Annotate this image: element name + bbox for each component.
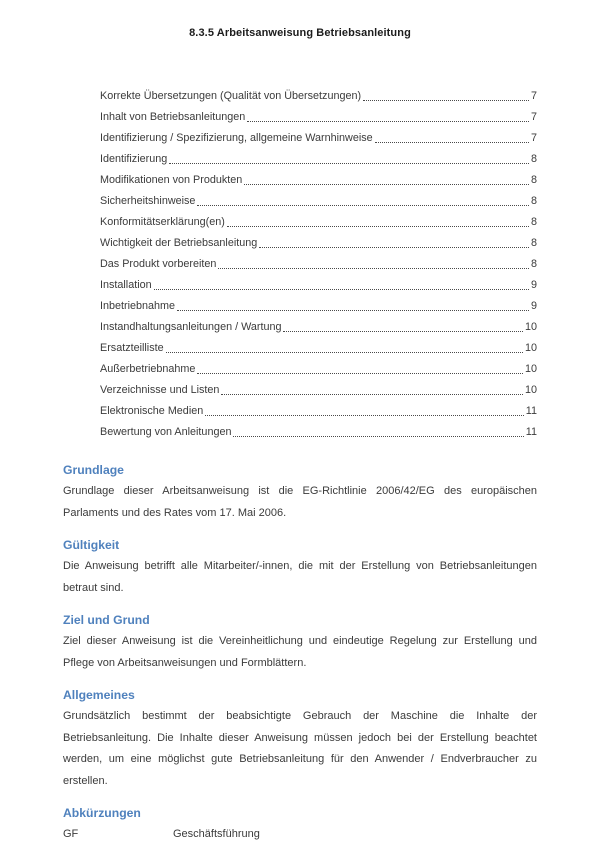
toc-entry-page: 7 <box>530 132 537 144</box>
toc-entry-page: 8 <box>530 258 537 270</box>
toc-entry[interactable] <box>100 149 537 170</box>
toc-entry[interactable] <box>100 338 537 359</box>
section-heading: Allgemeines <box>63 688 135 702</box>
toc-entry[interactable] <box>100 359 537 380</box>
toc-entry-page: 10 <box>524 321 537 333</box>
page-title: 8.3.5 Arbeitsanweisung Betriebsanleitung <box>189 27 411 39</box>
toc-entry-page: 10 <box>524 384 537 396</box>
toc-entry-page: 8 <box>530 153 537 165</box>
toc-entry[interactable] <box>100 191 537 212</box>
section-abkuerzungen <box>63 806 537 846</box>
toc-entry-label: Installation <box>100 279 152 291</box>
section-ziel-und-grund <box>63 613 537 674</box>
toc-entry-label: Außerbetriebnahme <box>100 363 196 375</box>
toc-entry-label: Konformitätserklärung(en) <box>100 216 225 228</box>
toc-entry-label: Ersatzteilliste <box>100 342 164 354</box>
toc-entry[interactable] <box>100 107 537 128</box>
toc-leader-dots <box>177 296 529 317</box>
section-heading: Grundlage <box>63 463 124 477</box>
document-body <box>63 463 537 846</box>
section-heading: Gültigkeit <box>63 538 120 552</box>
toc-entry-label: Instandhaltungsanleitungen / Wartung <box>100 321 282 333</box>
section-heading: Ziel und Grund <box>63 613 150 627</box>
toc-entry-label: Identifizierung / Spezifizierung, allgemeine Warnhinweise <box>100 132 373 144</box>
toc-entry-page: 7 <box>530 111 537 123</box>
toc-entry-page: 10 <box>524 342 537 354</box>
toc-entry-page: 9 <box>530 300 537 312</box>
section-allgemeines <box>63 688 537 792</box>
abbreviation-term: GF <box>63 828 79 840</box>
toc-entry[interactable] <box>100 86 537 107</box>
toc-leader-dots <box>244 170 529 191</box>
toc-entry-page: 8 <box>530 195 537 207</box>
toc-leader-dots <box>363 86 529 107</box>
section-paragraph: Die Anweisung betrifft alle Mitarbeiter/-innen, die mit der Erstellung von Betriebsanleitungen betraut sind. <box>63 560 537 594</box>
section-paragraph: Grundlage dieser Arbeitsanweisung ist die EG-Richtlinie 2006/42/EG des europäischen Parlaments und des Rates vom 17. Mai 2006. <box>63 485 537 519</box>
toc-entry-label: Das Produkt vorbereiten <box>100 258 217 270</box>
toc-entry-page: 10 <box>524 363 537 375</box>
toc-leader-dots <box>205 401 524 422</box>
toc-entry-page: 8 <box>530 174 537 186</box>
toc-entry[interactable] <box>100 254 537 275</box>
toc-entry-page: 9 <box>530 279 537 291</box>
section-paragraph: Grundsätzlich bestimmt der beabsichtigte Gebrauch der Maschine die Inhalte der Betriebsanleitung. Die Inhalte dieser Anweisung müssen jedoch bei der Erstellung beachtet werden, um eine möglichst gute Betriebsanleitung für den Anwender / Endverbraucher zu erstellen. <box>63 710 537 787</box>
toc-entry[interactable] <box>100 317 537 338</box>
toc-entry[interactable] <box>100 128 537 149</box>
section-grundlage <box>63 463 537 524</box>
toc-entry-label: Elektronische Medien <box>100 405 204 417</box>
toc-entry[interactable] <box>100 422 537 443</box>
toc-entry-label: Inhalt von Betriebsanleitungen <box>100 111 246 123</box>
toc-entry-label: Identifizierung <box>100 153 168 165</box>
toc-leader-dots <box>259 233 529 254</box>
table-of-contents <box>100 86 537 443</box>
toc-leader-dots <box>197 359 523 380</box>
toc-leader-dots <box>375 128 529 149</box>
toc-entry-label: Korrekte Übersetzungen (Qualität von Übersetzungen) <box>100 90 362 102</box>
toc-leader-dots <box>218 254 529 275</box>
toc-leader-dots <box>169 149 529 170</box>
toc-leader-dots <box>233 422 523 443</box>
section-heading: Abkürzungen <box>63 806 141 820</box>
toc-entry[interactable] <box>100 401 537 422</box>
toc-entry-page: 11 <box>525 426 537 438</box>
toc-entry-label: Verzeichnisse und Listen <box>100 384 220 396</box>
toc-entry-page: 8 <box>530 216 537 228</box>
section-gueltigkeit <box>63 538 537 599</box>
toc-entry-page: 7 <box>530 90 537 102</box>
toc-leader-dots <box>227 212 529 233</box>
toc-leader-dots <box>197 191 529 212</box>
toc-entry-label: Bewertung von Anleitungen <box>100 426 232 438</box>
toc-leader-dots <box>154 275 529 296</box>
toc-entry[interactable] <box>100 170 537 191</box>
toc-entry-label: Inbetriebnahme <box>100 300 176 312</box>
toc-leader-dots <box>283 317 523 338</box>
toc-entry-label: Wichtigkeit der Betriebsanleitung <box>100 237 258 249</box>
toc-leader-dots <box>221 380 523 401</box>
abbreviation-row <box>63 824 537 846</box>
toc-leader-dots <box>247 107 529 128</box>
toc-entry-label: Modifikationen von Produkten <box>100 174 243 186</box>
abbreviation-definition: Geschäftsführung <box>173 828 260 840</box>
toc-entry[interactable] <box>100 233 537 254</box>
toc-entry-page: 8 <box>530 237 537 249</box>
toc-entry-page: 11 <box>525 405 537 417</box>
toc-entry[interactable] <box>100 380 537 401</box>
section-paragraph: Ziel dieser Anweisung ist die Vereinheitlichung und eindeutige Regelung zur Erstellung und Pflege von Arbeitsanweisungen und Formblättern. <box>63 635 537 669</box>
toc-entry[interactable] <box>100 296 537 317</box>
toc-leader-dots <box>166 338 523 359</box>
toc-entry-label: Sicherheitshinweise <box>100 195 196 207</box>
toc-entry[interactable] <box>100 275 537 296</box>
toc-entry[interactable] <box>100 212 537 233</box>
